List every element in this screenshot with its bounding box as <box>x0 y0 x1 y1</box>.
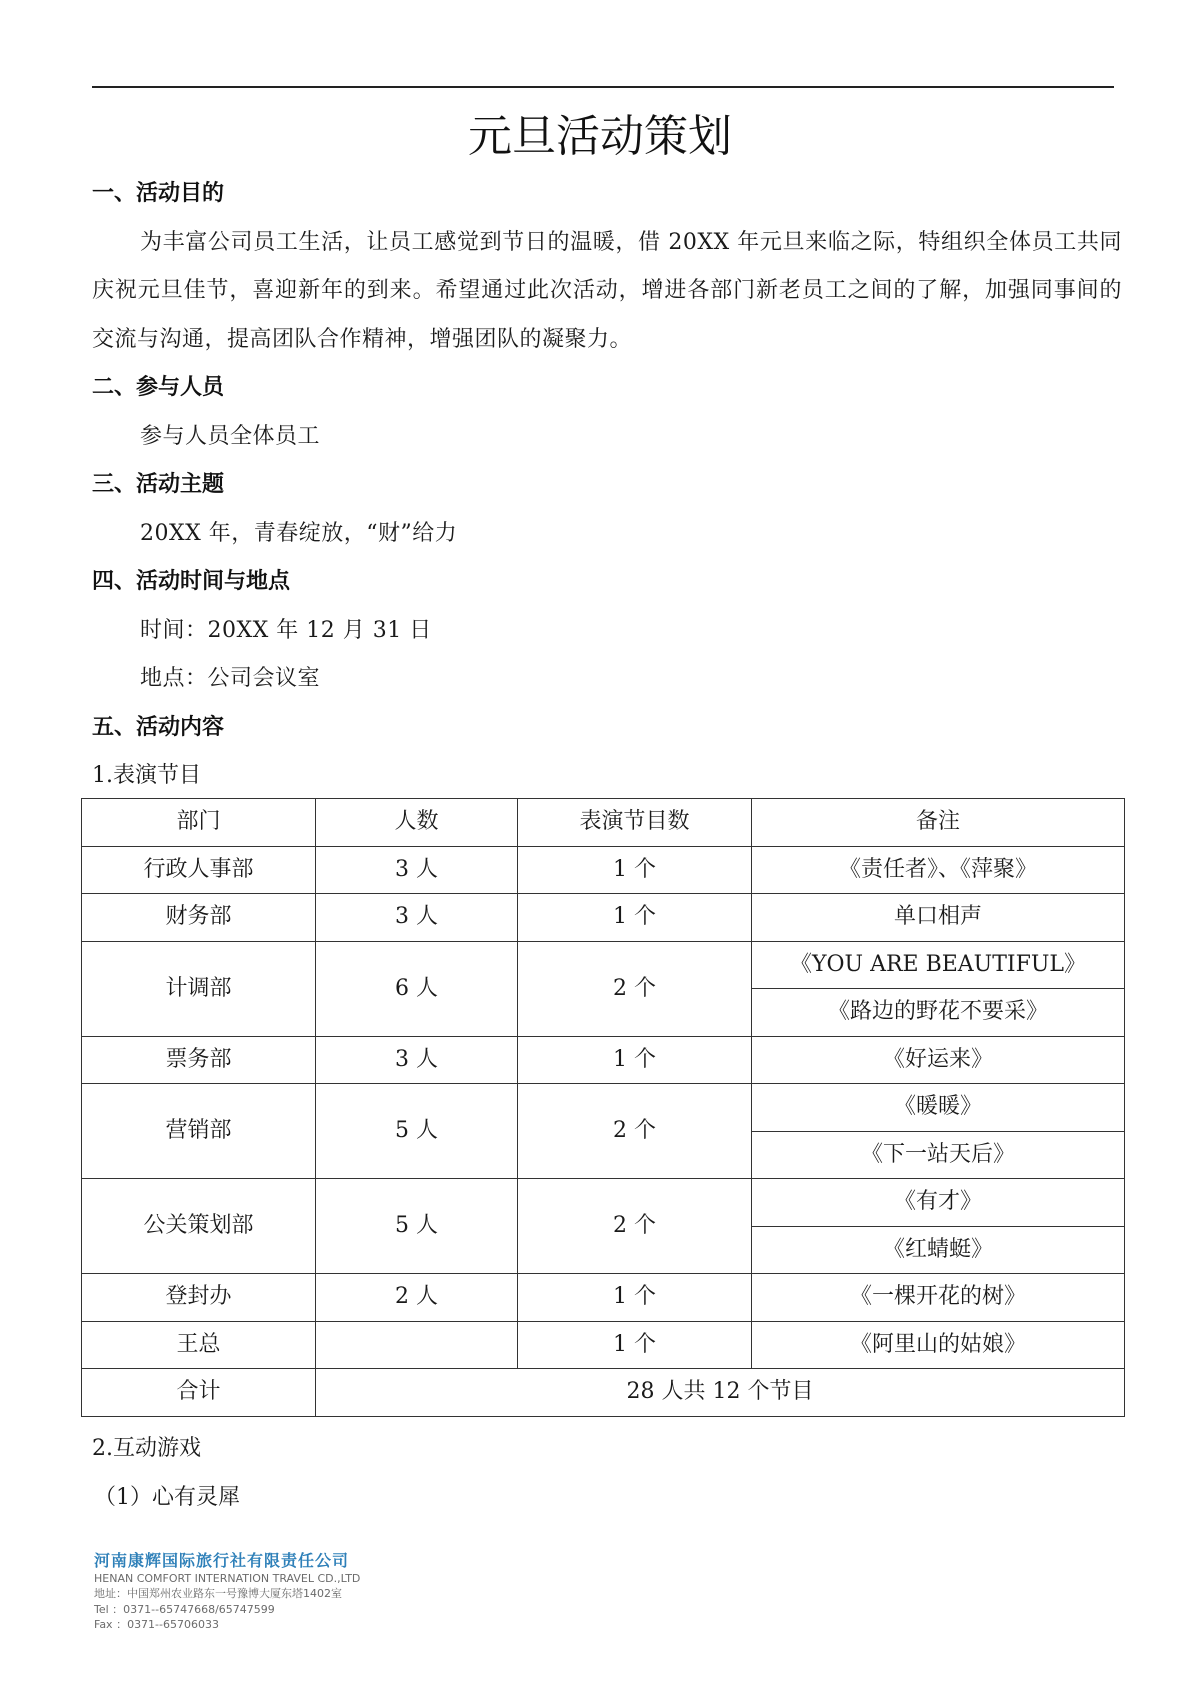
cell-count: 6 人 <box>316 941 518 1036</box>
cell-note: 《YOU ARE BEAUTIFUL》 <box>752 941 1125 989</box>
company-footer <box>94 1551 454 1633</box>
header-notes: 备注 <box>752 799 1125 847</box>
document-title: 元旦活动策划 <box>468 111 732 162</box>
total-value: 28 人共 12 个节目 <box>316 1369 1125 1417</box>
cell-programs: 2 个 <box>518 1084 752 1179</box>
table-row <box>82 894 1125 942</box>
table-row <box>82 1084 1125 1132</box>
cell-count: 2 人 <box>316 1274 518 1322</box>
company-name-cn: 河南康辉国际旅行社有限责任公司 <box>94 1551 350 1570</box>
cell-note: 《好运来》 <box>752 1036 1125 1084</box>
cell-programs: 1 个 <box>518 1321 752 1369</box>
cell-note: 《一棵开花的树》 <box>752 1274 1125 1322</box>
header-dept: 部门 <box>82 799 316 847</box>
performance-table <box>81 798 1125 1417</box>
document-body <box>92 170 1122 801</box>
cell-dept: 公关策划部 <box>82 1179 316 1274</box>
cell-programs: 1 个 <box>518 894 752 942</box>
cell-programs: 2 个 <box>518 941 752 1036</box>
table-row <box>82 1321 1125 1369</box>
company-name-en: HENAN COMFORT INTERNATION TRAVEL CD.,LTD <box>94 1572 361 1585</box>
cell-dept: 登封办 <box>82 1274 316 1322</box>
section-heading-time-place: 四、活动时间与地点 <box>92 569 291 594</box>
total-label: 合计 <box>82 1369 316 1417</box>
table-row <box>82 846 1125 894</box>
cell-note: 单口相声 <box>752 894 1125 942</box>
section-heading-content: 五、活动内容 <box>92 714 225 740</box>
cell-count <box>316 1321 518 1369</box>
header-rule <box>92 86 1114 88</box>
header-count: 人数 <box>316 799 518 847</box>
table-header-row <box>82 799 1125 847</box>
table-row <box>82 1036 1125 1084</box>
cell-dept: 王总 <box>82 1321 316 1369</box>
cell-note: 《路边的野花不要采》 <box>752 989 1125 1037</box>
cell-note: 《阿里山的姑娘》 <box>752 1321 1125 1369</box>
table-row <box>82 941 1125 989</box>
cell-dept: 行政人事部 <box>82 846 316 894</box>
event-place: 地点：公司会议室 <box>140 666 321 691</box>
cell-count: 5 人 <box>316 1084 518 1179</box>
section-body-participants: 参与人员全体员工 <box>140 423 321 449</box>
cell-note: 《暖暖》 <box>752 1084 1125 1132</box>
cell-dept: 营销部 <box>82 1084 316 1179</box>
table-total-row <box>82 1369 1125 1417</box>
cell-dept: 财务部 <box>82 894 316 942</box>
header-programs: 表演节目数 <box>518 799 752 847</box>
cell-count: 3 人 <box>316 894 518 942</box>
company-tel: Tel ：0371--65747668/65747599 <box>94 1602 275 1616</box>
section-heading-purpose: 一、活动目的 <box>92 181 225 206</box>
section-body-purpose: 为丰富公司员工生活，让员工感觉到节日的温暖，借 20XX 年元旦来临之际，特组织全体员工共同庆祝元旦佳节，喜迎新年的到来。希望通过此次活动，增进各部门新老员工之间的了解，加强同事间的交流与沟通，提高团队合作精神，增强团队的凝聚力。 <box>92 229 1122 352</box>
cell-note: 《红蜻蜓》 <box>752 1226 1125 1274</box>
section-heading-participants: 二、参与人员 <box>92 375 225 400</box>
event-time: 时间：20XX 年 12 月 31 日 <box>140 617 432 643</box>
subsection-games: 2.互动游戏 <box>92 1436 201 1461</box>
cell-note: 《下一站天后》 <box>752 1131 1125 1179</box>
table-row <box>82 1179 1125 1227</box>
cell-programs: 1 个 <box>518 846 752 894</box>
cell-count: 3 人 <box>316 846 518 894</box>
cell-note: 《有才》 <box>752 1179 1125 1227</box>
game-item-telepathy: （1）心有灵犀 <box>94 1484 240 1510</box>
cell-dept: 票务部 <box>82 1036 316 1084</box>
cell-note: 《责任者》、《萍聚》 <box>752 846 1125 894</box>
cell-count: 3 人 <box>316 1036 518 1084</box>
section-heading-theme: 三、活动主题 <box>92 472 225 497</box>
company-address: 地址：中国郑州农业路东一号豫博大厦东塔1402室 <box>94 1587 342 1600</box>
table-row <box>82 1274 1125 1322</box>
cell-dept: 计调部 <box>82 941 316 1036</box>
cell-programs: 2 个 <box>518 1179 752 1274</box>
section-body-theme: 20XX 年，青春绽放，“财”给力 <box>140 520 458 546</box>
cell-programs: 1 个 <box>518 1274 752 1322</box>
subsection-performances: 1.表演节目 <box>92 763 201 788</box>
company-fax: Fax ：0371--65706033 <box>94 1618 219 1631</box>
document-body-continued <box>92 1425 1122 1522</box>
cell-count: 5 人 <box>316 1179 518 1274</box>
cell-programs: 1 个 <box>518 1036 752 1084</box>
